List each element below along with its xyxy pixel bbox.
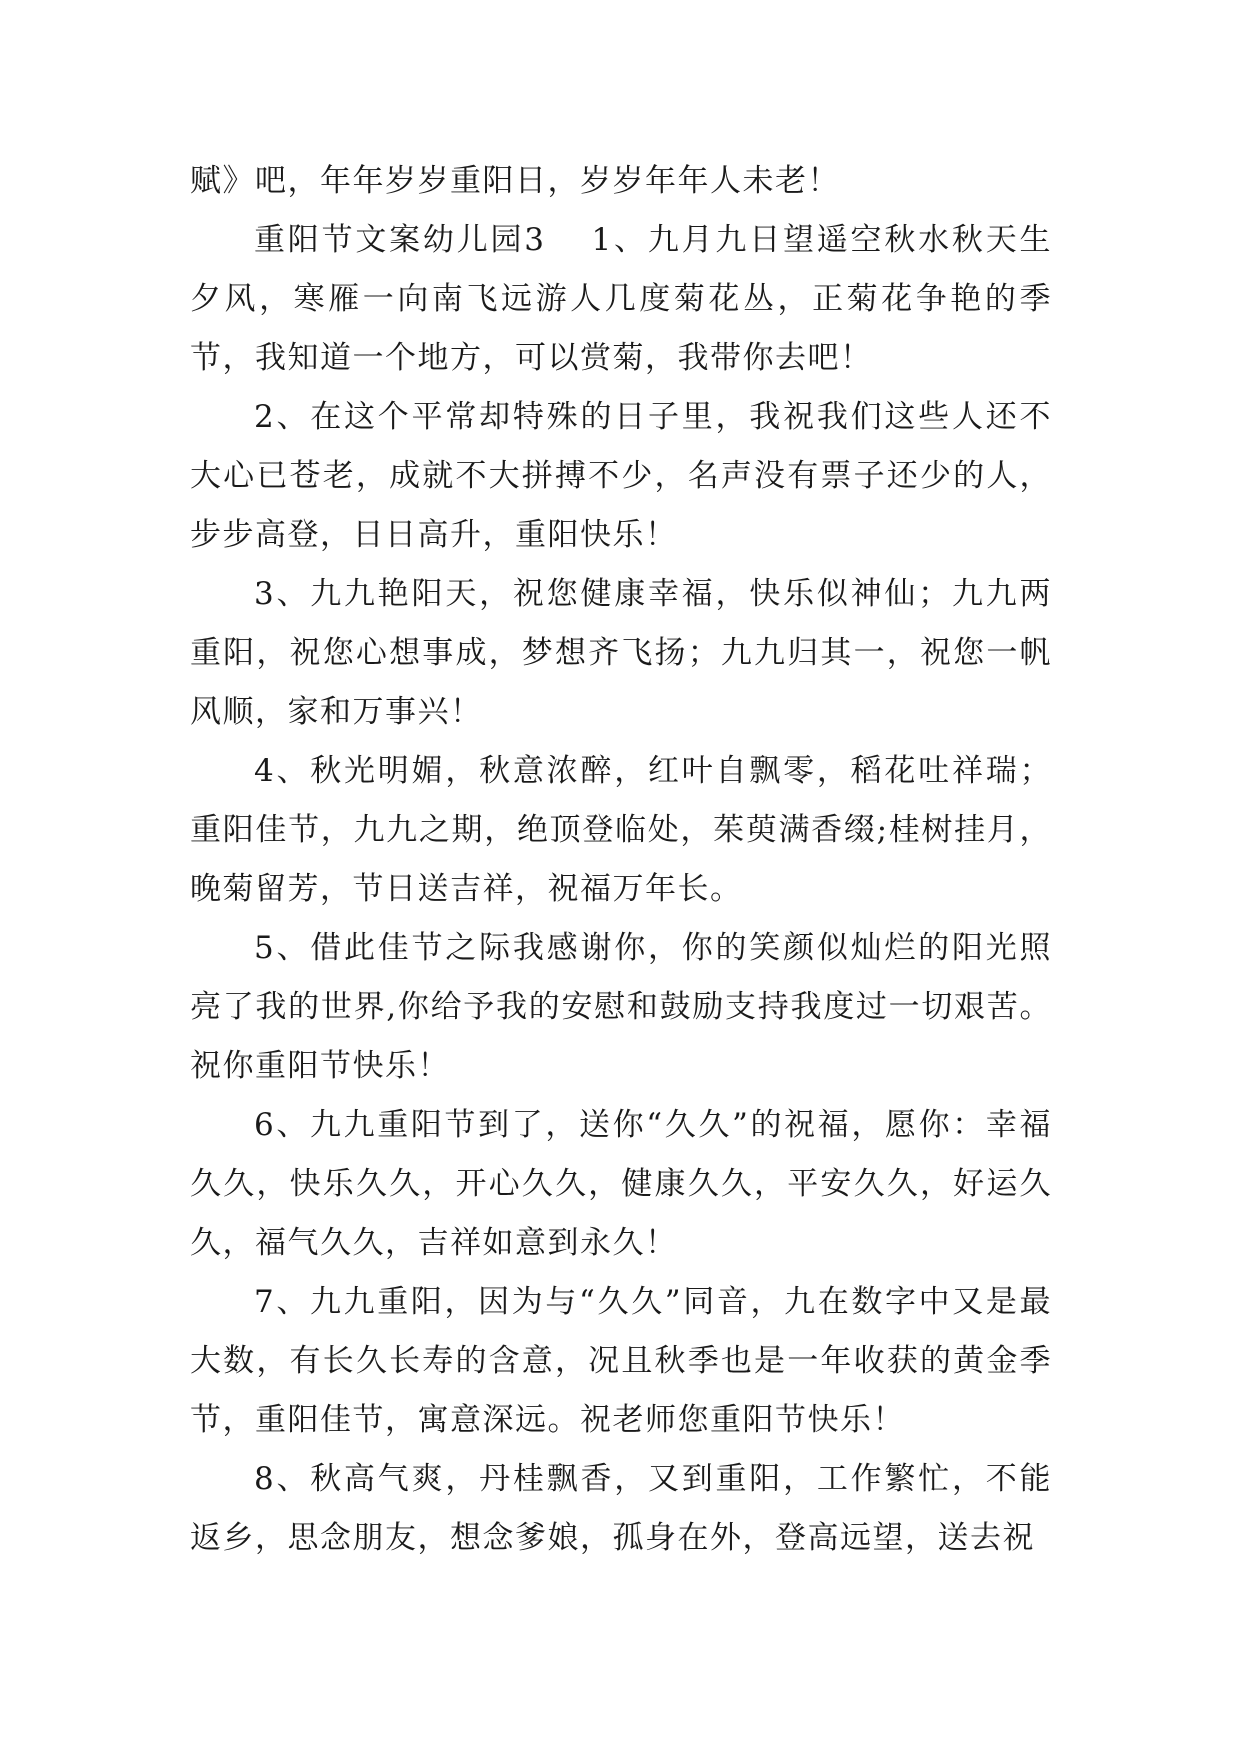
paragraph-text: 8、秋高气爽，丹桂飘香，又到重阳，工作繁忙，不能返乡，思念朋友，想念爹娘，孤身在外，登高远望，送去祝 — [190, 1461, 1052, 1556]
paragraph-5 — [190, 919, 1052, 1096]
paragraph-text: 2、在这个平常却特殊的日子里，我祝我们这些人还不大心已苍老，成就不大拼搏不少，名声没有票子还少的人，步步高登，日日高升，重阳快乐！ — [190, 399, 1052, 553]
paragraph-1 — [190, 211, 1052, 388]
paragraph-text: 1、九月九日望遥空秋水秋天生夕风，寒雁一向南飞远游人几度菊花丛，正菊花争艳的季节，我知道一个地方，可以赏菊，我带你去吧！ — [190, 222, 1052, 376]
paragraph-text: 7、九九重阳，因为与“久久”同音，九在数字中又是最大数，有长久长寿的含意，况且秋季也是一年收获的黄金季节，重阳佳节，寓意深远。祝老师您重阳节快乐！ — [190, 1284, 1052, 1438]
paragraph-text: 5、借此佳节之际我感谢你，你的笑颜似灿烂的阳光照亮了我的世界,你给予我的安慰和鼓励支持我度过一切艰苦。祝你重阳节快乐！ — [190, 930, 1052, 1084]
paragraph-7 — [190, 1273, 1052, 1450]
paragraph-6 — [190, 1096, 1052, 1273]
paragraph-text: 赋》吧，年年岁岁重阳日，岁岁年年人未老！ — [190, 163, 840, 199]
paragraph-2 — [190, 388, 1052, 565]
paragraph-text: 3、九九艳阳天，祝您健康幸福，快乐似神仙；九九两重阳，祝您心想事成，梦想齐飞扬；九九归其一，祝您一帆风顺，家和万事兴！ — [190, 576, 1052, 730]
paragraph-0 — [190, 152, 1052, 211]
section-heading: 重阳节文案幼儿园3 — [254, 222, 546, 258]
paragraph-3 — [190, 565, 1052, 742]
paragraph-8 — [190, 1450, 1052, 1568]
paragraph-text: 6、九九重阳节到了，送你“久久”的祝福，愿你：幸福久久，快乐久久，开心久久，健康久久，平安久久，好运久久，福气久久，吉祥如意到永久！ — [190, 1107, 1052, 1261]
paragraph-4 — [190, 742, 1052, 919]
document-body — [190, 152, 1052, 1568]
paragraph-text: 4、秋光明媚，秋意浓醉，红叶自飘零，稻花吐祥瑞；重阳佳节，九九之期，绝顶登临处，茱萸满香缀;桂树挂月，晚菊留芳，节日送吉祥，祝福万年长。 — [190, 753, 1052, 907]
